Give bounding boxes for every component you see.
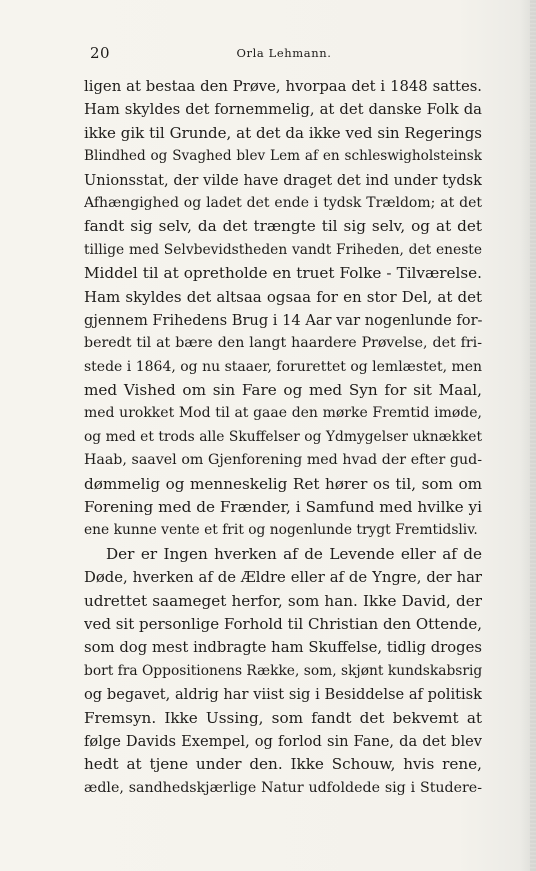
text-line: Ham skyldes det altsaa ogsaa for en stor Del, at det (84, 287, 482, 306)
text-line: ene kunne vente et frit og nogenlunde trygt Fremtidsliv. (84, 522, 478, 539)
text-line: Afhængighed og ladet det ende i tydsk Trældom; at det (84, 194, 482, 211)
text-line: med Vished om sin Fare og med Syn for sit Maal, (84, 381, 482, 400)
page-number: 20 (90, 44, 111, 62)
text-line: Fremsyn. Ikke Ussing, som fandt det bekvemt at (84, 708, 482, 727)
text-line: Middel til at opretholde en truet Folke - Tilværelse. (84, 264, 482, 283)
body-text (84, 75, 482, 800)
text-line: Haab, saavel om Gjenforening med hvad der efter gud- (84, 452, 482, 469)
text-line: hedt at tjene under den. Ikke Schouw, hvis rene, (84, 755, 482, 774)
page-edge (530, 0, 536, 871)
text-line: Der er Ingen hverken af de Levende eller af de (106, 544, 482, 563)
text-line: og begavet, aldrig har viist sig i Besiddelse af politisk (84, 686, 482, 704)
text-line: som dog mest indbragte ham Skuffelse, tidlig droges (84, 639, 482, 657)
text-line: gjennem Frihedens Brug i 14 Aar var nogenlunde for- (84, 311, 482, 329)
text-line: dømmelig og menneskelig Ret hører os til, som om (84, 474, 482, 493)
text-line: bort fra Oppositionens Række, som, skjønt kundskabsrig (84, 662, 482, 679)
running-head: Orla Lehmann. (236, 46, 332, 60)
page-header (84, 44, 484, 64)
text-line: Unionsstat, der vilde have draget det ind under tydsk (84, 171, 482, 189)
text-line: beredt til at bære den langt haardere Prøvelse, det fri- (84, 335, 482, 352)
text-line: tillige med Selvbevidstheden vandt Friheden, det eneste (84, 241, 482, 258)
text-line: Blindhed og Svaghed blev Lem af en schleswigholsteinsk (84, 148, 482, 165)
text-line: Ham skyldes det fornemmelig, at det danske Folk da (84, 101, 482, 119)
text-line: og med et trods alle Skuffelser og Ydmygelser uknækket (84, 428, 482, 445)
text-line: ikke gik til Grunde, at det da ikke ved sin Regerings (84, 123, 482, 142)
text-line: følge Davids Exempel, og forlod sin Fane, da det blev (84, 732, 482, 750)
text-line: Døde, hverken af de Ældre eller af de Yngre, der har (84, 569, 482, 587)
text-line: ædle, sandhedskjærlige Natur udfoldede sig i Studere- (84, 779, 482, 796)
text-line: med urokket Mod til at gaae den mørke Fremtid imøde, (84, 405, 482, 422)
text-line: udrettet saameget herfor, som han. Ikke David, der (84, 591, 482, 610)
text-line: fandt sig selv, da det trængte til sig selv, og at det (84, 217, 482, 236)
text-line: Forening med de Frænder, i Samfund med hvilke yi (84, 498, 482, 517)
text-line: ligen at bestaa den Prøve, hvorpaa det i 1848 sattes. (84, 78, 482, 95)
text-line: ved sit personlige Forhold til Christian den Ottende, (84, 614, 482, 633)
text-line: stede i 1864, og nu staaer, forurettet og lemlæstet, men (84, 358, 482, 375)
